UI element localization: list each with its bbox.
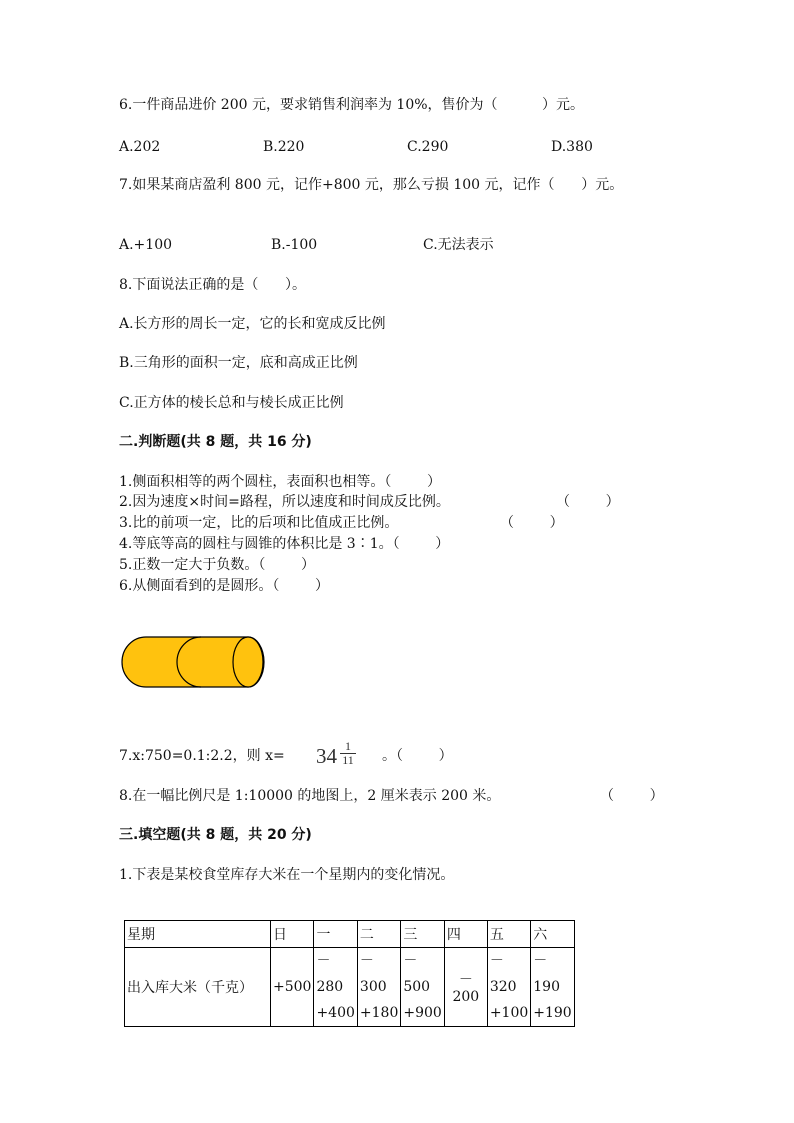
mixed-whole: 34 (316, 744, 337, 768)
judge-item-2: 2.因为速度×时间=路程，所以速度和时间成反比例。 (119, 494, 450, 510)
header-cell: 一 (314, 921, 357, 948)
q7-option-c: C.无法表示 (423, 237, 494, 253)
judge-item-6: 6.从侧面看到的是圆形。（ ） (119, 578, 329, 594)
table-cell (487, 948, 530, 1027)
table-cell (357, 948, 400, 1027)
table-cell (401, 948, 444, 1027)
table-cell (531, 948, 574, 1027)
judge-item-5: 5.正数一定大于负数。（ ） (119, 557, 315, 573)
header-cell: 二 (357, 921, 400, 948)
table-row (125, 948, 575, 1027)
header-cell: 五 (487, 921, 530, 948)
cell-value: +190 (533, 1005, 572, 1021)
cell-value: －200 (452, 972, 480, 1005)
fraction-denominator: 11 (342, 753, 354, 767)
q6-option-a: A.202 (119, 139, 161, 155)
q6-option-c: C.290 (407, 139, 449, 155)
judge-item-2-blank: （ ） (556, 494, 620, 510)
cell-value: －300 (359, 953, 387, 995)
table-cell (444, 948, 487, 1027)
q7-option-a: A.+100 (119, 237, 173, 253)
q7-text: 7.如果某商店盈利 800 元，记作+800 元，那么亏损 100 元，记作（ ）元。 (119, 177, 624, 193)
mixed-fraction (340, 740, 356, 767)
judge-item-3: 3.比的前项一定，比的后项和比值成正比例。 (119, 515, 399, 531)
judge-item-7-prefix: 7.x:750=0.1:2.2，则 x= (119, 748, 285, 764)
q6-text: 6.一件商品进价 200 元，要求销售利润率为 10%，售价为（ ）元。 (119, 97, 585, 113)
q8-option-a: A.长方形的周长一定，它的长和宽成反比例 (119, 316, 386, 332)
cell-value: －190 (533, 953, 560, 995)
cell-value: －500 (403, 953, 431, 995)
judge-item-8-blank: （ ） (600, 788, 664, 804)
judge-item-1: 1.侧面积相等的两个圆柱，表面积也相等。（ ） (119, 474, 441, 490)
section2-heading: 二.判断题(共 8 题，共 16 分) (119, 434, 312, 450)
cylinder-end-face (233, 637, 263, 687)
q8-option-b: B.三角形的面积一定，底和高成正比例 (119, 355, 358, 371)
section3-heading: 三.填空题(共 8 题，共 20 分) (119, 827, 312, 843)
q8-text: 8.下面说法正确的是（ ）。 (119, 277, 307, 293)
q6-option-b: B.220 (263, 139, 305, 155)
cylinder-figure (120, 632, 270, 692)
q6-option-d: D.380 (551, 139, 593, 155)
q7-option-b: B.-100 (271, 237, 318, 253)
header-cell: 三 (401, 921, 444, 948)
table-cell (314, 948, 357, 1027)
judge-item-4: 4.等底等高的圆柱与圆锥的体积比是 3∶1。（ ） (119, 536, 450, 552)
table-header-row (125, 921, 575, 948)
header-cell: 星期 (125, 921, 271, 948)
row-label-cell: 出入库大米（千克） (125, 948, 271, 1027)
judge-item-7-suffix: 。（ ） (382, 748, 453, 764)
cell-value: －320 (489, 953, 517, 995)
header-cell: 六 (531, 921, 574, 948)
header-cell: 日 (271, 921, 314, 948)
cell-value: －280 (316, 953, 344, 995)
fraction-numerator: 1 (345, 739, 351, 753)
cell-value: +400 (316, 1005, 355, 1021)
cell-value: +500 (273, 979, 312, 995)
judge-item-7-mixed-number (316, 740, 360, 772)
cell-value: +100 (489, 1005, 529, 1021)
rice-inventory-table (124, 920, 575, 1027)
cell-value: +900 (403, 1005, 442, 1021)
q8-option-c: C.正方体的棱长总和与棱长成正比例 (119, 395, 344, 411)
judge-item-3-blank: （ ） (500, 515, 564, 531)
fill-q1-text: 1.下表是某校食堂库存大米在一个星期内的变化情况。 (119, 867, 455, 883)
cell-value: +180 (359, 1005, 399, 1021)
table-cell (271, 948, 314, 1027)
judge-item-8: 8.在一幅比例尺是 1:10000 的地图上，2 厘米表示 200 米。 (119, 788, 501, 804)
header-cell: 四 (444, 921, 487, 948)
